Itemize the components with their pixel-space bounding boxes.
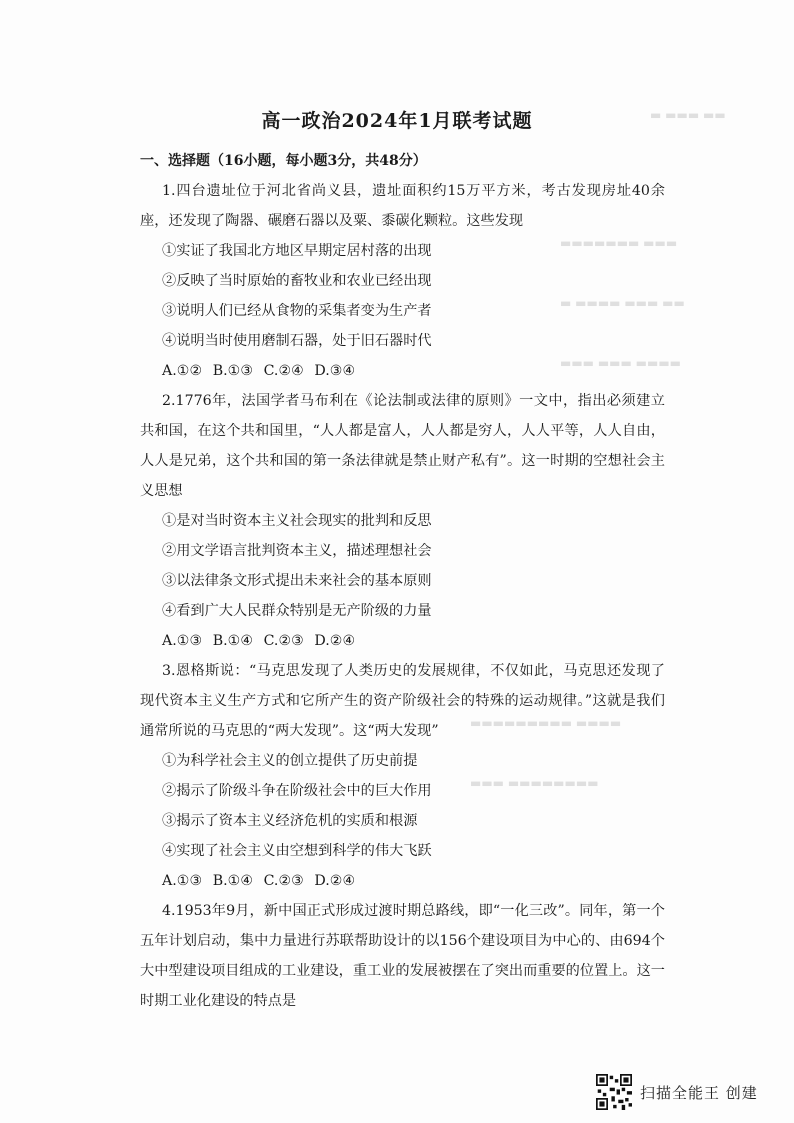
- exam-title: 高一政治2024年1月联考试题: [261, 110, 533, 132]
- scanner-label: 扫描全能王 创建: [640, 1083, 758, 1102]
- question-option: ②揭示了阶级斗争在阶级社会中的巨大作用: [162, 783, 432, 799]
- section-heading: 一、选择题（16小题，每小题3分，共48分）: [140, 153, 427, 169]
- answer-choices: A.①③ B.①④ C.②③ D.②④: [162, 873, 356, 889]
- question-stem: 1.四台遗址位于河北省尚义县，遗址面积约15万平方米，考古发现房址40余座，还发现了陶器、碾磨石器以及粟、黍碳化颗粒。这些发现: [140, 183, 665, 229]
- bleed-through-decoration: ▬▬▬ ▬▬▬▬▬▬▬▬: [470, 776, 599, 790]
- question-option: ③以法律条文形式提出未来社会的基本原则: [162, 573, 432, 589]
- bleed-through-decoration: ▬▬▬ ▬▬▬ ▬▬▬▬: [560, 356, 682, 370]
- answer-choices: A.①③ B.①④ C.②③ D.②④: [162, 633, 356, 649]
- scanner-watermark: [596, 1072, 758, 1112]
- question-list: [140, 176, 665, 1016]
- question-stem: 4.1953年9月，新中国正式形成过渡时期总路线，即“一化三改”。同年，第一个五年计划启动，集中力量进行苏联帮助设计的以156个建设项目为中心的、由694个大中型建设项目组成的工业建设，重工业的发展被摆在了突出而重要的位置上。这一时期工业化建设的特点是: [140, 903, 665, 1009]
- question-option: ③说明人们已经从食物的采集者变为生产者: [162, 303, 432, 319]
- question-option: ①实证了我国北方地区早期定居村落的出现: [162, 243, 432, 259]
- question-option: ②用文学语言批判资本主义，描述理想社会: [162, 543, 432, 559]
- question-stem: 3.恩格斯说：“马克思发现了人类历史的发展规律，不仅如此，马克思还发现了现代资本主义生产方式和它所产生的资产阶级社会的特殊的运动规律。”这就是我们通常所说的马克思的“两大发现”。这“两大发现”: [140, 663, 665, 739]
- question-option: ①是对当时资本主义社会现实的批判和反思: [162, 513, 432, 529]
- question-4: [140, 896, 665, 1016]
- question-option: ②反映了当时原始的畜牧业和农业已经出现: [162, 273, 432, 289]
- qr-code-icon: [596, 1074, 632, 1110]
- bleed-through-decoration: ▬ ▬▬▬▬ ▬▬▬ ▬▬: [560, 296, 685, 310]
- question-option: ④实现了社会主义由空想到科学的伟大飞跃: [162, 843, 432, 859]
- question-option: ④看到广大人民群众特别是无产阶级的力量: [162, 603, 432, 619]
- bleed-through-decoration: ▬▬▬▬▬▬▬ ▬▬▬: [560, 236, 678, 250]
- answer-choices: A.①② B.①③ C.②④ D.③④: [162, 363, 356, 379]
- question-2: [140, 386, 665, 656]
- question-1: [140, 176, 665, 386]
- question-option: ③揭示了资本主义经济危机的实质和根源: [162, 813, 418, 829]
- question-3: [140, 656, 665, 896]
- bleed-through-decoration: ▬ ▬▬▬ ▬▬: [650, 108, 726, 122]
- bleed-through-decoration: ▬▬▬▬▬▬▬▬▬ ▬▬▬▬: [470, 716, 622, 730]
- question-stem: 2.1776年，法国学者马布利在《论法制或法律的原则》一文中，指出必须建立共和国，在这个共和国里，“人人都是富人，人人都是穷人，人人平等，人人自由，人人是兄弟，这个共和国的第一条法律就是禁止财产私有”。这一时期的空想社会主义思想: [140, 393, 665, 499]
- question-option: ①为科学社会主义的创立提供了历史前提: [162, 753, 418, 769]
- question-option: ④说明当时使用磨制石器，处于旧石器时代: [162, 333, 432, 349]
